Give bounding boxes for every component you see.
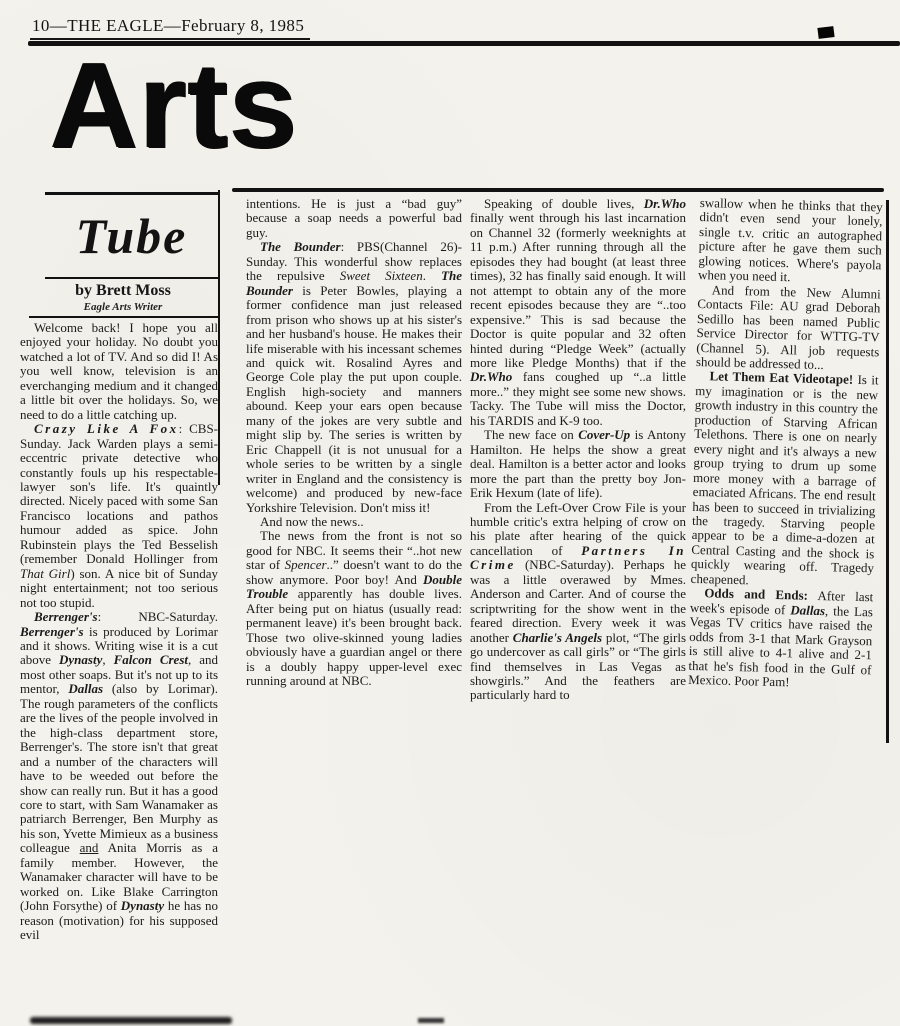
text-segment: is produced by Lorimar and it shows. Writing wise it is a cut above [20, 623, 218, 668]
text-segment: Double Trouble [246, 571, 462, 602]
text-segment: Sweet Sixteen [339, 268, 423, 284]
text-segment: . [422, 268, 442, 284]
masthead: 10—THE EAGLE—February 8, 1985 [30, 16, 310, 40]
paragraph [690, 369, 878, 590]
text-segment: , the Las Vegas TV critics have raised the odds from 3-1 that Mark Grayson is still alive to 4-1 alive and 2-1 that he's fish food in the Gulf of Mexico. Poor Pam! [688, 602, 874, 690]
paragraph [698, 196, 883, 287]
text-segment: (also by Lorimar). The rough parameters of the conflicts are the lives of the people involved in the high-class department store, Berrenger's. The store isn't that great and a number of the characters will have to be weeded out before the show can really run. But it has a good core to start, with Sam Wanamaker as patriarch Berrenger, Ben Murphy as his son, Yvette Mimieux as a business colleague [20, 681, 218, 856]
text-segment: The Bounder [260, 239, 341, 255]
text-segment: The Bounder [246, 268, 463, 298]
text-segment: : CBS-Sunday. Jack Warden plays a semi-eccentric private detective who constantly fouls up his respectable-lawyer son's life. It's quaintly directed. Nicely paced with some San Francisco locations and pathos humour added as spice. John Rubinstein plays the Ted Besselish (remember Donald Hollinger from [20, 421, 219, 567]
text-segment: fans coughed up “..a little more..” they might see some new shows. Tacky. The Tube will miss the Doctor, his TARDIS and K-9 too. [470, 369, 686, 428]
text-segment: ..” doesn't want to do the show anymore. Poor boy! And [246, 557, 462, 587]
text-segment: Partners In Crime [470, 542, 686, 573]
text-segment: is Peter Bowles, playing a former confidence man just released from prison who shows up at his sister's and her husband's house. He makes their life miserable with his incessant schemes and quick wit. Rosalind Ayres and George Cole play the put upon couple. English high-society and manners abound. Keep your ears open because many of the jokes are very subtle and might slip by. The series is written by Eric Chappell (it is not unusual for a whole series to be written by a single writer in England and the consistency is welcome) and produced by new-face Yorkshire Television. Don't miss it! [246, 282, 462, 515]
byline: by Brett Moss [75, 282, 171, 299]
article-column-3 [470, 197, 686, 703]
text-segment: ) son. A nice bit of Sunday night entertainment; not too serious not too stupid. [20, 565, 218, 610]
text-segment: (NBC-Saturday). Perhaps he was a little overawed by Mmes. Anderson and Carter. And of course the scriptwriting for the show went in the feared direction. Every week it was another [470, 557, 686, 645]
text-segment: Speaking of double lives, [484, 196, 644, 211]
text-segment: Dr.Who [643, 196, 686, 211]
text-segment: And now the news.. [260, 513, 364, 529]
section-title: Arts [50, 37, 299, 173]
paragraph [246, 529, 462, 688]
text-segment: And from the New Alumni Contacts File: AU grad Deborah Sedillo has been named Public Service Director for WTTG-TV (Channel 5). All job requests should be addressed to... [695, 282, 881, 373]
text-segment: apparently has double lives. After being put on hiatus (usually read: permanent leave) it's been brought back. Those two olive-skinned young ladies obviously have a guardian angel or there is a doubly happy upper-level exec running around at NBC. [246, 586, 462, 688]
columns-top-rule [232, 188, 884, 192]
text-segment: Odds and Ends: [704, 585, 809, 603]
text-segment: Dallas [790, 602, 826, 618]
text-segment: Dynasty [59, 652, 103, 668]
text-segment: Is it my imagination or is the new growth industry in this country the production of Starving African Telethons. There is one on nearly every night and it's always a new group trying to drum up some more money with a barrage of emaciated Africans. The end result has been to succeed in trivializing the tragedy. Starving people appear to be a dime-a-dozen at Central Casting and the shock is quickly wearing off. Tragedy cheapened. [690, 372, 879, 588]
column-divider-rule [218, 190, 220, 485]
paragraph [470, 428, 686, 500]
text-segment: Cover-Up [578, 427, 631, 443]
article-column-1 [20, 321, 218, 942]
text-segment: Dr.Who [470, 369, 513, 385]
text-segment: Berrenger's [20, 623, 84, 639]
paragraph [470, 501, 686, 703]
text-segment: Berrenger's [34, 609, 98, 625]
tube-mid-rule [45, 277, 218, 279]
text-segment: is Antony Hamilton. He helps the show a great deal. Hamilton is a better actor and looks more the part than the pretty boy Jon-Erik Hexum (late of life). [470, 427, 686, 501]
text-segment: The new face on [484, 427, 579, 443]
text-segment: Let Them Eat Videotape! [709, 368, 854, 388]
column-title: Tube [75, 208, 188, 264]
text-segment: Dynasty [120, 898, 165, 914]
right-edge-rule [886, 200, 889, 743]
paragraph [20, 422, 218, 610]
text-segment: : NBC-Saturday. [97, 609, 218, 625]
text-segment: After last week's episode of [689, 587, 874, 618]
paragraph [696, 283, 881, 374]
paragraph [246, 515, 462, 529]
text-segment: That Girl [20, 565, 71, 581]
paragraph [688, 586, 873, 692]
text-segment: intentions. He is just a “bad guy” because a soap needs a powerful bad guy. [246, 196, 462, 240]
article-column-2 [246, 197, 462, 688]
text-segment: Anita Morris as a family member. However, the Wanamaker character will have to be worked on. Like Blake Carrington (John Forsythe) of [20, 840, 218, 914]
text-segment: he has no reason (motivation) for his supposed evil [20, 898, 218, 943]
text-segment: finally went through his last incarnation on Channel 32 (formerly weeknights at 11 p.m.) After running through all the episodes they had bought (at least three times), 32 has finally said enough. It will not attempt to obtain any of the more recent episodes because they are “..too expensive.” This is sad because the Doctor is quite popular and 32 often hinted during “Pledge Week” (actually more like Pledge Months) that if the [470, 210, 686, 370]
paragraph [470, 197, 686, 428]
text-segment: : PBS(Channel 26)-Sunday. This wonderful show replaces the repulsive [246, 239, 462, 284]
text-segment: plot, “The girls go undercover as call girls” or “The girls find themselves in Las Vegas as showgirls.” And the feathers are particularly hard to [470, 629, 687, 703]
text-segment: and [79, 840, 99, 856]
text-segment: swallow when he thinks that they didn't even send your lonely, single t.v. critic an autographed picture after he gave them such glowing notices. Where's payola when you need it. [697, 195, 883, 285]
paragraph [20, 610, 218, 942]
text-segment: Charlie's Angels [512, 629, 603, 645]
text-segment: From the Left-Over Crow File is your humble critic's extra helping of crow on his plate after hearing of the quick cancellation of [470, 499, 686, 558]
text-segment: Welcome back! I hope you all enjoyed your holiday. No doubt you watched a lot of TV. And so did I! As you well know, television is an everchanging medium and it changed a little bit over the holidays. So, we need to do a little catching up. [20, 320, 218, 422]
article-column-4 [688, 196, 883, 692]
paragraph [246, 197, 462, 240]
text-segment: Spencer [284, 557, 327, 573]
text-segment: The news from the front is not so good for NBC. It seems their “..hot new star of [246, 528, 462, 573]
ink-mark [817, 26, 834, 39]
ink-smudge [30, 1017, 232, 1024]
paragraph [246, 240, 462, 515]
text-segment: , and most other soaps. But it's not up to its mentor, [20, 652, 218, 697]
paragraph [20, 321, 218, 422]
text-segment: Dallas [68, 681, 104, 697]
text-segment: Falcon Crest [113, 652, 188, 668]
ink-smudge [418, 1018, 444, 1023]
tube-top-rule [45, 192, 218, 195]
tube-bottom-rule [29, 316, 218, 318]
byline-role: Eagle Arts Writer [83, 301, 163, 313]
text-segment: , [102, 652, 114, 668]
text-segment: Crazy Like A Fox [34, 421, 179, 437]
